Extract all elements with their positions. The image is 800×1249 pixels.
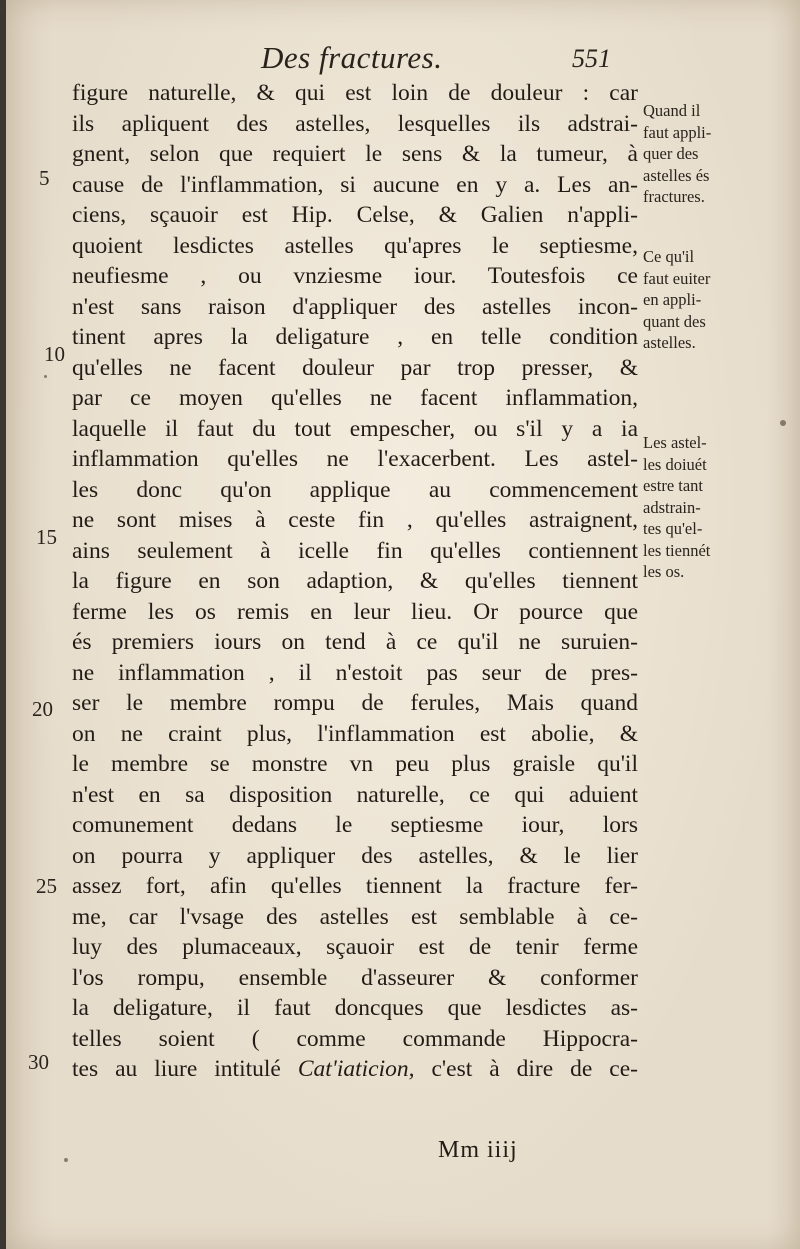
text-line-last xyxy=(72,1054,638,1085)
text-line: cause de l'inflammation, si aucune en y a. Les an- xyxy=(72,171,638,198)
margin-note-line: les os. xyxy=(643,562,685,581)
margin-note-line: Ce qu'il xyxy=(643,247,695,266)
margin-note-line: fractures. xyxy=(643,187,705,206)
text-line: ne inflammation , il n'estoit pas seur de pres- xyxy=(72,659,638,686)
text-line: ser le membre rompu de ferules, Mais quand xyxy=(72,690,638,716)
margin-note-line: astelles. xyxy=(643,333,696,352)
line-number-15: 15 xyxy=(36,525,57,549)
text-line: on pourra y appliquer des astelles, & le lier xyxy=(72,842,638,869)
text-line: la figure en son adaption, & qu'elles tiennent xyxy=(72,568,638,594)
text-line: ne sont mises à ceste fin , qu'elles astraignent, xyxy=(72,507,638,533)
text-line: ciens, sçauoir est Hip. Celse, & Galien n'appli- xyxy=(72,202,638,228)
text-line: assez fort, afin qu'elles tiennent la fracture fer- xyxy=(72,873,638,899)
margin-note-line: astelles és xyxy=(643,165,710,185)
line-number-30: 30 xyxy=(28,1050,49,1074)
text-line: figure naturelle, & qui est loin de douleur : car xyxy=(72,80,638,106)
text-line: comunement dedans le septiesme iour, lors xyxy=(72,812,638,838)
line-number-5: 5 xyxy=(39,166,50,190)
margin-note-line: les doiuét xyxy=(643,454,707,474)
margin-note-line: adstrain- xyxy=(643,497,701,517)
last-line-suffix: c'est à dire de ce- xyxy=(414,1056,638,1082)
last-line-prefix: tes au liure intitulé xyxy=(72,1056,298,1082)
text-line: luy des plumaceaux, sçauoir est de tenir ferme xyxy=(72,934,638,960)
line-number-25: 25 xyxy=(36,874,57,898)
text-line: n'est sans raison d'appliquer des astelles incon- xyxy=(72,293,638,320)
page-number: 551 xyxy=(572,44,611,73)
ink-speck xyxy=(780,420,786,426)
text-line: és premiers iours on tend à ce qu'il ne suruien- xyxy=(72,629,638,655)
text-line: tinent apres la deligature , en telle condition xyxy=(72,324,638,350)
text-line: l'os rompu, ensemble d'asseurer & conformer xyxy=(72,964,638,991)
text-line: telles soient ( comme commande Hippocra- xyxy=(72,1025,638,1052)
text-line: qu'elles ne facent douleur par trop presser, & xyxy=(72,354,638,381)
margin-note-line: faut appli- xyxy=(643,122,712,142)
line-number-20: 20 xyxy=(32,697,53,721)
margin-note-line: tes qu'el- xyxy=(643,519,703,538)
margin-note-line: en appli- xyxy=(643,290,702,309)
main-text-block xyxy=(72,78,638,1085)
running-title: Des fractures. xyxy=(261,40,443,75)
text-line: laquelle il faut du tout empescher, ou s'il y a ia xyxy=(72,415,638,442)
ink-speck xyxy=(44,375,47,378)
text-line: me, car l'vsage des astelles est semblable à ce- xyxy=(72,903,638,930)
margin-note-line: Quand il xyxy=(643,101,701,120)
text-line: par ce moyen qu'elles ne facent inflammation, xyxy=(72,385,638,411)
text-line: ains seulement à icelle fin qu'elles contiennent xyxy=(72,537,638,564)
text-line: ils apliquent des astelles, lesquelles ils adstrai- xyxy=(72,110,638,137)
text-line: n'est en sa disposition naturelle, ce qui aduient xyxy=(72,781,638,808)
ink-speck xyxy=(64,1158,68,1162)
text-line: ferme les os remis en leur lieu. Or pource que xyxy=(72,598,638,625)
margin-note-3 xyxy=(643,432,793,583)
margin-note-line: quer des xyxy=(643,144,699,163)
text-line: la deligature, il faut doncques que lesdictes as- xyxy=(72,995,638,1021)
last-line-book-title: Cat'iaticion, xyxy=(297,1056,415,1082)
margin-note-line: faut euiter xyxy=(643,268,711,288)
text-line: le membre se monstre vn peu plus graisle qu'il xyxy=(72,751,638,777)
line-number-10: 10 xyxy=(44,342,65,366)
text-line: on ne craint plus, l'inflammation est abolie, & xyxy=(72,720,638,747)
book-page xyxy=(6,0,800,1249)
margin-note-line: estre tant xyxy=(643,476,704,495)
margin-note-1 xyxy=(643,100,793,208)
page-header xyxy=(6,38,800,78)
margin-note-line: quant des xyxy=(643,311,706,331)
text-line: quoient lesdictes astelles qu'apres le septiesme, xyxy=(72,232,638,259)
text-line: inflammation qu'elles ne l'exacerbent. Les astel- xyxy=(72,446,638,472)
text-line: gnent, selon que requiert le sens & la tumeur, à xyxy=(72,141,638,167)
margin-note-line: Les astel- xyxy=(643,433,707,452)
margin-note-line: les tiennét xyxy=(643,540,711,560)
margin-note-2 xyxy=(643,246,793,354)
text-line: neufiesme , ou vnziesme iour. Toutesfois ce xyxy=(72,263,638,289)
text-line: les donc qu'on applique au commencement xyxy=(72,476,638,503)
signature-mark: Mm iiij xyxy=(438,1137,518,1163)
